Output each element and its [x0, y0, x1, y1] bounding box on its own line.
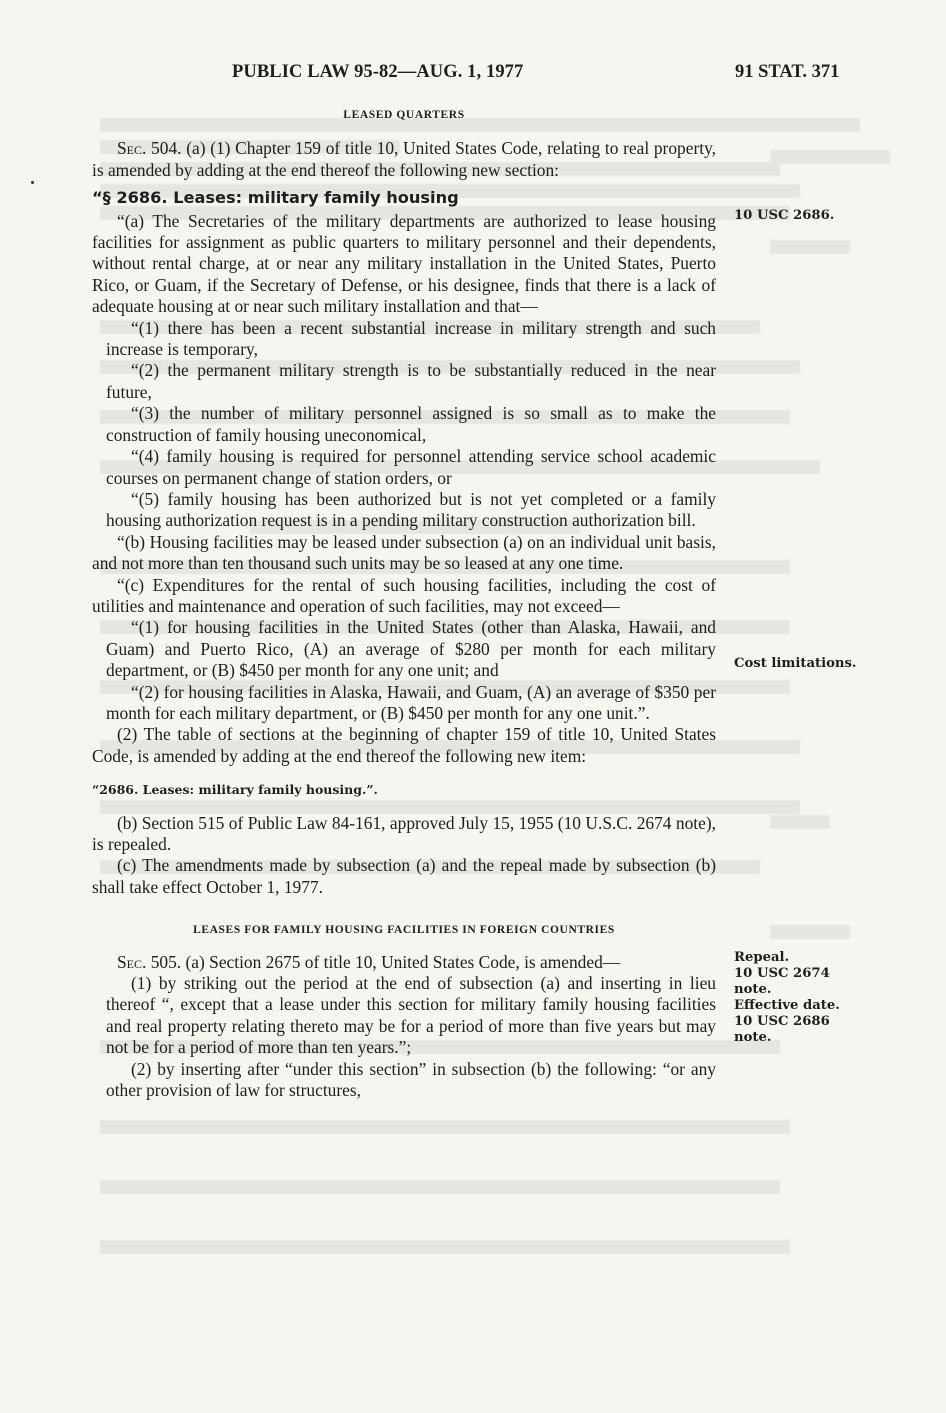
- margin-note-cost-limitations: Cost limitations.: [734, 656, 857, 671]
- section-2686-title: “§ 2686. Leases: military family housing: [92, 188, 459, 208]
- paragraph-a-3: “(3) the number of military personnel assigned is so small as to make the construction of family housing uneconomical,: [106, 403, 716, 445]
- section-505-item-2: (2) by inserting after “under this section” in subsection (b) the following: “or any other provision of law for structures,: [106, 1058, 716, 1101]
- running-header: [0, 62, 946, 86]
- margin-note-note-2: note.: [734, 1030, 772, 1045]
- margin-note-10-usc-2674: 10 USC 2674: [734, 966, 830, 981]
- sec-label: Sec: [117, 951, 143, 972]
- header-title: PUBLIC LAW 95-82—AUG. 1, 1977: [232, 62, 524, 82]
- paragraph-2: (2) The table of sections at the beginning of chapter 159 of title 10, United States Code, is amended by adding at the end thereof the following new item:: [92, 724, 716, 766]
- sec-504-text: . 504. (a) (1) Chapter 159 of title 10, United States Code, relating to real property, is amended by adding at the end thereof the following new section:: [92, 138, 716, 180]
- paragraph-c-1: “(1) for housing facilities in the United States (other than Alaska, Hawaii, and Guam) and Puerto Rico, (A) an average of $280 per month for each military department, or (B) $450 per month for any one unit; and: [106, 617, 716, 681]
- table-item-2686: “2686. Leases: military family housing.”.: [92, 782, 378, 798]
- subsection-b: (b) Section 515 of Public Law 84-161, approved July 15, 1955 (10 U.S.C. 2674 note), is repealed.: [92, 812, 716, 854]
- paragraph-a-2: “(2) the permanent military strength is to be substantially reduced in the near future,: [106, 360, 716, 402]
- margin-note-10-usc-2686: 10 USC 2686.: [734, 208, 835, 223]
- paragraph-a: “(a) The Secretaries of the military departments are authorized to lease housing facilities for assignment as public quarters to military personnel and their dependents, without rental charge, at or near any military installation in the United States, Puerto Rico, or Guam, if the Secretary of Defense, or his designee, finds that there is a lack of adequate housing at or near such military installation and that—: [92, 210, 716, 317]
- paragraph-b: “(b) Housing facilities may be leased under subsection (a) on an individual unit basis, and not more than ten thousand such units may be so leased at any one time.: [92, 531, 716, 574]
- paragraph-a-4: “(4) family housing is required for personnel attending service school academic courses on permanent change of station orders, or: [106, 446, 716, 488]
- paragraph-c-2: “(2) for housing facilities in Alaska, Hawaii, and Guam, (A) an average of $350 per month for each military department, or (B) $450 per month for any one unit.”.: [106, 681, 716, 723]
- body-column: [92, 103, 716, 1101]
- statute-page-reference: 91 STAT. 371: [735, 62, 840, 82]
- sec-label: Sec: [117, 138, 143, 159]
- margin-note-effective-date: Effective date.: [734, 998, 840, 1013]
- sec-505-text: . 505. (a) Section 2675 of title 10, United States Code, is amended—: [142, 951, 621, 972]
- heading-foreign-leases: LEASES FOR FAMILY HOUSING FACILITIES IN FOREIGN COUNTRIES: [193, 924, 615, 937]
- heading-leased-quarters: LEASED QUARTERS: [343, 109, 465, 121]
- margin-note-note-1: note.: [734, 982, 772, 997]
- section-504-intro: [92, 138, 716, 181]
- paragraph-c: “(c) Expenditures for the rental of such housing facilities, including the cost of utilities and maintenance and operation of such facilities, may not exceed—: [92, 574, 716, 616]
- paragraph-a-1: “(1) there has been a recent substantial increase in military strength and such increase is temporary,: [106, 317, 716, 360]
- section-505-intro: [92, 952, 716, 973]
- subsection-c: (c) The amendments made by subsection (a) and the repeal made by subsection (b) shall take effect October 1, 1977.: [92, 855, 716, 897]
- margin-note-repeal: Repeal.: [734, 950, 790, 965]
- paragraph-a-5: “(5) family housing has been authorized but is not yet completed or a family housing authorization request is in a pending military construction authorization bill.: [106, 488, 716, 531]
- page-speck: [31, 181, 34, 184]
- section-505-item-1: (1) by striking out the period at the end of subsection (a) and inserting in lieu thereof “, except that a lease under this section for military family housing facilities and real property relating thereto may be for a period of more than five years but may not be for a period of more than ten years.”;: [106, 973, 716, 1058]
- margin-note-10-usc-2686-b: 10 USC 2686: [734, 1014, 830, 1029]
